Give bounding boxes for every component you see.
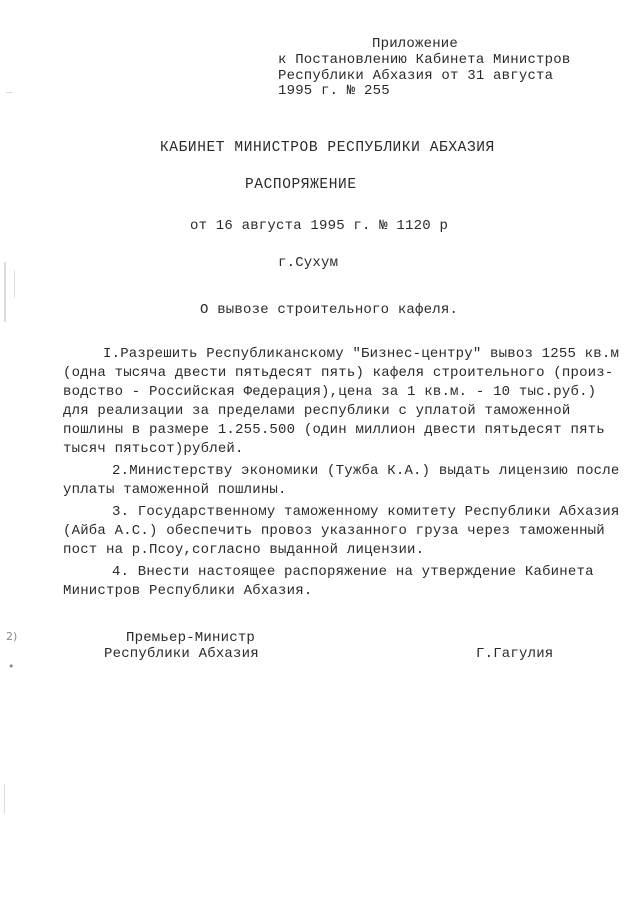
body-line: пост на р.Псоу,согласно выданной лицензии. (63, 542, 425, 558)
body-line: водство - Российская Федерация),цена за 1 кв.м. - 10 тыс.руб.) (63, 384, 597, 400)
scan-margin-mark (14, 270, 15, 298)
signatory-name: Г.Гагулия (476, 646, 554, 662)
scan-margin-mark (4, 262, 6, 322)
appendix-line-1: Приложение (372, 36, 459, 52)
scan-margin-mark (6, 92, 12, 93)
body-line: уплаты таможенной пошлины. (63, 482, 287, 498)
city: г.Сухум (278, 255, 339, 271)
scan-speck: • (8, 660, 15, 673)
scan-margin-mark (4, 784, 5, 814)
scan-speck: 2) (6, 630, 18, 643)
body-line: 3. Государственному таможенному комитету Республики Абхазия (112, 504, 620, 520)
body-line: пошлины в размере 1.255.500 (один миллион двести пятьдесят пять (63, 422, 605, 438)
signatory-position-line-2: Республики Абхазия (104, 646, 259, 662)
appendix-line-3: Республики Абхазия от 31 августа (278, 68, 554, 84)
body-line: I.Разрешить Республиканскому "Бизнес-центру" вывоз 1255 кв.м (103, 346, 620, 362)
body-line: (одна тысяча двести пятьдесят пять) кафеля строительного (произ- (63, 365, 614, 381)
document-type: РАСПОРЯЖЕНИЕ (245, 177, 357, 193)
body-line: Министров Республики Абхазия. (63, 583, 313, 599)
body-line: для реализации за пределами республики с уплатой таможенной (63, 403, 571, 419)
appendix-line-2: к Постановлению Кабинета Министров (278, 52, 571, 68)
date-number: от 16 августа 1995 г. № 1120 р (190, 218, 449, 234)
appendix-line-4: 1995 г. № 255 (278, 83, 390, 99)
body-line: 4. Внести настоящее распоряжение на утверждение Кабинета (112, 564, 594, 580)
signatory-position-line-1: Премьер-Министр (126, 630, 256, 646)
body-line: 2.Министерству экономики (Тужба К.А.) выдать лицензию после (112, 463, 620, 479)
body-line: тысяч пятьсот)рублей. (63, 441, 244, 457)
body-line: (Айба А.С.) обеспечить провоз указанного груза через таможенный (63, 523, 605, 539)
organization-title: КАБИНЕТ МИНИСТРОВ РЕСПУБЛИКИ АБХАЗИЯ (160, 140, 495, 156)
subject-line: О вывозе строительного кафеля. (200, 302, 459, 318)
